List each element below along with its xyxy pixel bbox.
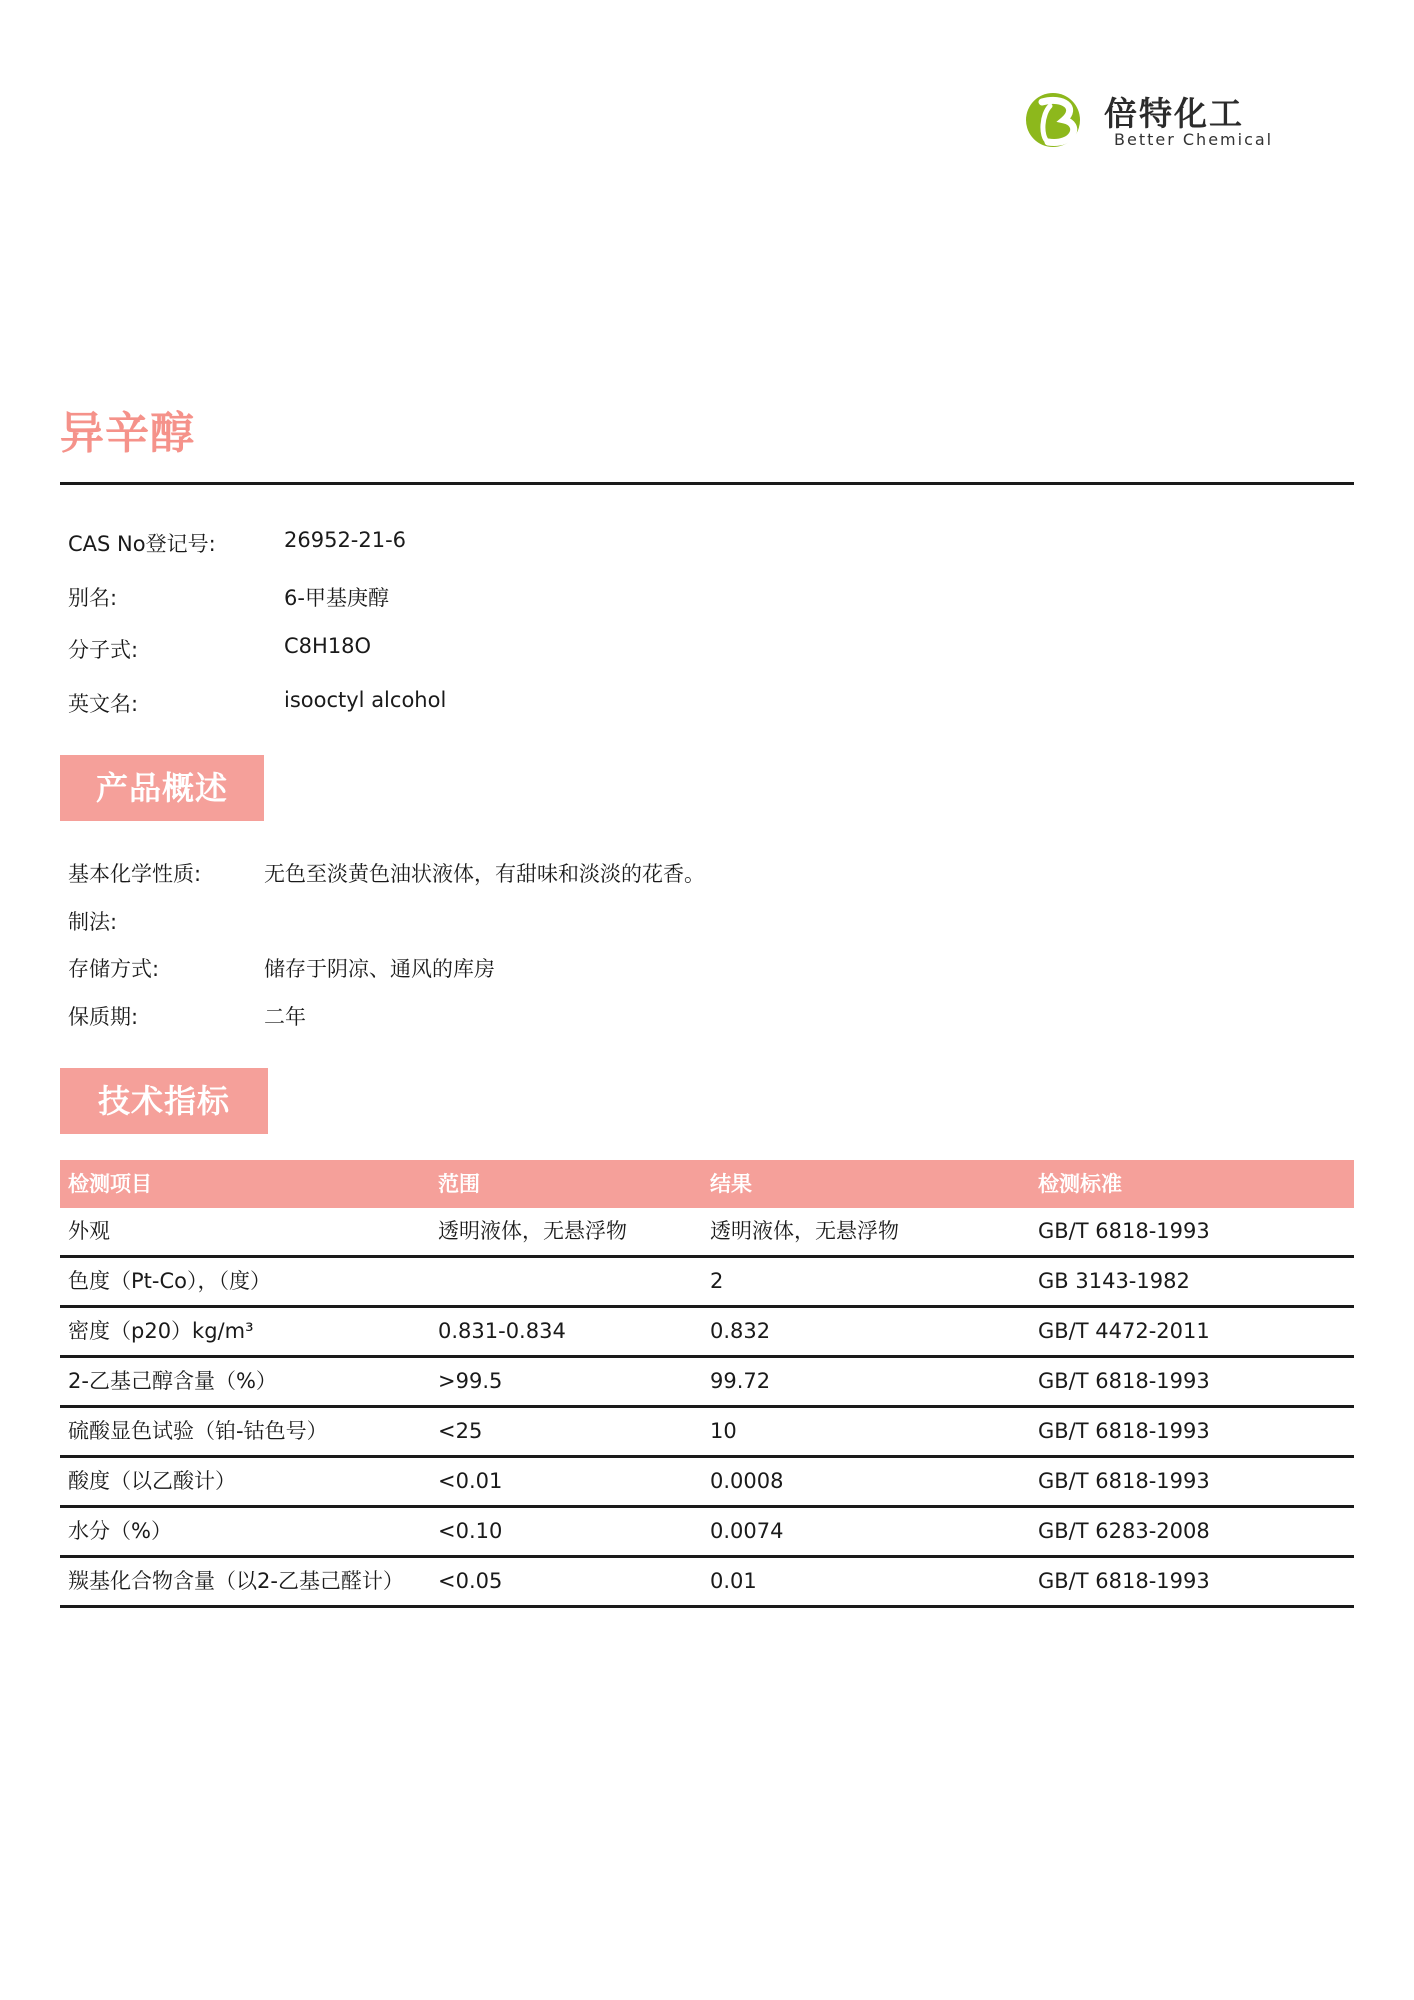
cell-result: 0.01	[710, 1569, 757, 1593]
cell-standard: GB/T 6818-1993	[1038, 1219, 1210, 1243]
table-row	[60, 1558, 1354, 1608]
cell-result: 透明液体，无悬浮物	[710, 1219, 899, 1243]
cell-standard: GB/T 6818-1993	[1038, 1569, 1210, 1593]
column-header-range: 范围	[438, 1172, 480, 1196]
cell-result: 0.0008	[710, 1469, 784, 1493]
cell-standard: GB 3143-1982	[1038, 1269, 1190, 1293]
overview-label: 制法:	[68, 910, 118, 934]
table-row	[60, 1458, 1354, 1508]
info-label: 英文名:	[68, 692, 139, 716]
cell-result: 10	[710, 1419, 737, 1443]
cell-result: 2	[710, 1269, 724, 1293]
info-value: isooctyl alcohol	[284, 688, 447, 712]
column-header-standard: 检测标准	[1038, 1172, 1122, 1196]
info-label: 别名:	[68, 586, 118, 610]
table-row	[60, 1508, 1354, 1558]
info-value: 26952-21-6	[284, 528, 407, 552]
cell-item: 色度（Pt-Co），（度）	[68, 1269, 271, 1293]
cell-range: 0.831-0.834	[438, 1319, 566, 1343]
better-chemical-logo-icon	[1020, 84, 1090, 154]
column-header-item: 检测项目	[68, 1172, 152, 1196]
spec-table	[60, 1160, 1354, 1608]
cell-item: 外观	[68, 1219, 110, 1243]
table-row	[60, 1208, 1354, 1258]
cell-range: <0.05	[438, 1569, 503, 1593]
cell-standard: GB/T 4472-2011	[1038, 1319, 1210, 1343]
overview-label: 基本化学性质:	[68, 862, 202, 886]
brand-name-en: Better Chemical	[1114, 130, 1274, 149]
cell-range: <25	[438, 1419, 483, 1443]
table-row	[60, 1408, 1354, 1458]
cell-item: 羰基化合物含量（以2-乙基己醛计）	[68, 1569, 404, 1593]
cell-standard: GB/T 6283-2008	[1038, 1519, 1210, 1543]
cell-range: 透明液体，无悬浮物	[438, 1219, 627, 1243]
brand-name-cn: 倍特化工	[1104, 94, 1244, 133]
cell-result: 99.72	[710, 1369, 771, 1393]
cell-item: 2-乙基己醇含量（%）	[68, 1369, 277, 1393]
overview-value: 无色至淡黄色油状液体，有甜味和淡淡的花香。	[264, 862, 705, 886]
cell-standard: GB/T 6818-1993	[1038, 1469, 1210, 1493]
info-label: CAS No登记号:	[68, 532, 216, 556]
cell-result: 0.0074	[710, 1519, 784, 1543]
info-label: 分子式:	[68, 638, 139, 662]
title-divider	[60, 482, 1354, 485]
table-row	[60, 1308, 1354, 1358]
table-row	[60, 1358, 1354, 1408]
cell-range: <0.10	[438, 1519, 503, 1543]
cell-item: 硫酸显色试验（铂-钴色号）	[68, 1419, 328, 1443]
cell-range: <0.01	[438, 1469, 503, 1493]
cell-result: 0.832	[710, 1319, 771, 1343]
cell-item: 密度（p20）kg/m³	[68, 1319, 254, 1343]
section-heading-specs: 技术指标	[60, 1068, 268, 1134]
table-row	[60, 1258, 1354, 1308]
info-value: C8H18O	[284, 634, 372, 658]
column-header-result: 结果	[710, 1172, 752, 1196]
spec-table-header	[60, 1160, 1354, 1208]
overview-label: 存储方式:	[68, 957, 160, 981]
page-title: 异辛醇	[60, 408, 195, 459]
cell-range: >99.5	[438, 1369, 503, 1393]
overview-value: 储存于阴凉、通风的库房	[264, 957, 495, 981]
company-logo	[1020, 84, 1290, 154]
cell-standard: GB/T 6818-1993	[1038, 1419, 1210, 1443]
cell-item: 酸度（以乙酸计）	[68, 1469, 236, 1493]
section-heading-overview: 产品概述	[60, 755, 264, 821]
overview-label: 保质期:	[68, 1005, 139, 1029]
cell-standard: GB/T 6818-1993	[1038, 1369, 1210, 1393]
overview-value: 二年	[264, 1005, 306, 1029]
info-value: 6-甲基庚醇	[284, 586, 389, 610]
cell-item: 水分（%）	[68, 1519, 172, 1543]
